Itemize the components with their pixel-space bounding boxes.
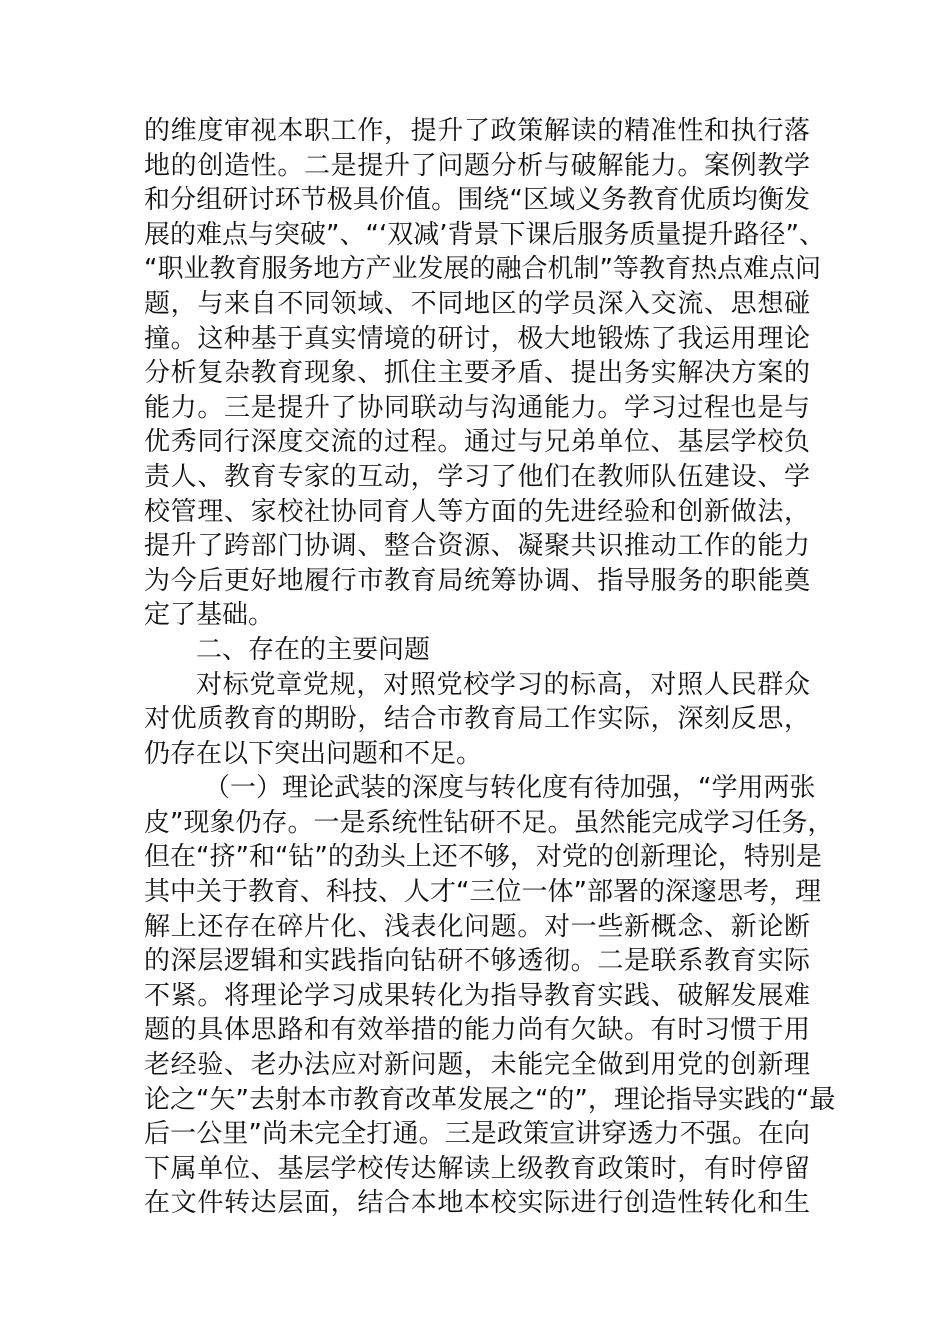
document-body xyxy=(144,114,836,1221)
text-line: 皮”现象仍存。一是系统性钻研不足。虽然能完成学习任务， xyxy=(144,807,834,838)
text-line: 仍存在以下突出问题和不足。 xyxy=(144,738,483,769)
text-line: 展的难点与突破”、“‘双减’背景下课后服务质量提升路径”、 xyxy=(144,219,825,250)
text-line: 其中关于教育、科技、人才“三位一体”部署的深邃思考，理 xyxy=(144,877,821,908)
text-line: 后一公里”尚未完全打通。三是政策宣讲穿透力不强。在向 xyxy=(144,1119,810,1150)
text-line: 和分组研讨环节极具价值。围绕“区域义务教育优质均衡发 xyxy=(144,185,810,216)
text-line: 为今后更好地履行市教育局统筹协调、指导服务的职能奠 xyxy=(144,565,810,596)
section-heading: 二、存在的主要问题 xyxy=(196,634,431,665)
subsection-heading: （一）理论武装的深度与转化度有待加强，“学用两张 xyxy=(204,773,816,804)
text-line: 校管理、家校社协同育人等方面的先进经验和创新做法， xyxy=(144,496,810,527)
text-line: 提升了跨部门协调、整合资源、凝聚共识推动工作的能力 xyxy=(144,531,810,562)
text-line: 题的具体思路和有效举措的能力尚有欠缺。有时习惯于用 xyxy=(144,1015,810,1046)
text-line: 但在“挤”和“钻”的劲头上还不够，对党的创新理论，特别是 xyxy=(144,842,822,873)
text-line: 撞。这种基于真实情境的研讨，极大地锻炼了我运用理论 xyxy=(144,323,810,354)
text-line: 解上还存在碎片化、浅表化问题。对一些新概念、新论断 xyxy=(144,911,810,942)
text-line: 能力。三是提升了协同联动与沟通能力。学习过程也是与 xyxy=(144,392,810,423)
text-line: 优秀同行深度交流的过程。通过与兄弟单位、基层学校负 xyxy=(144,427,810,458)
text-line: 不紧。将理论学习成果转化为指导教育实践、破解发展难 xyxy=(144,980,810,1011)
text-line: 对标党章党规，对照党校学习的标高，对照人民群众 xyxy=(196,669,810,700)
text-line: 论之“矢”去射本市教育改革发展之“的”，理论指导实践的“最 xyxy=(144,1084,836,1115)
text-line: “职业教育服务地方产业发展的融合机制”等教育热点难点问 xyxy=(144,254,821,285)
text-line: 下属单位、基层学校传达解读上级教育政策时，有时停留 xyxy=(144,1153,810,1184)
text-line: 的维度审视本职工作，提升了政策解读的精准性和执行落 xyxy=(144,116,810,146)
text-line: 对优质教育的期盼，结合市教育局工作实际，深刻反思， xyxy=(144,704,810,735)
text-line: 分析复杂教育现象、抓住主要矛盾、提出务实解决方案的 xyxy=(144,358,810,389)
text-line: 老经验、老办法应对新问题，未能完全做到用党的创新理 xyxy=(144,1050,810,1081)
text-line: 责人、教育专家的互动，学习了他们在教师队伍建设、学 xyxy=(144,461,810,492)
text-line: 地的创造性。二是提升了问题分析与破解能力。案例教学 xyxy=(144,150,810,181)
text-line: 题，与来自不同领域、不同地区的学员深入交流、思想碰 xyxy=(144,288,810,319)
text-line: 在文件转达层面，结合本地本校实际进行创造性转化和生 xyxy=(144,1188,810,1219)
text-line: 的深层逻辑和实践指向钻研不够透彻。二是联系教育实际 xyxy=(144,946,810,977)
text-line: 定了基础。 xyxy=(144,600,275,631)
